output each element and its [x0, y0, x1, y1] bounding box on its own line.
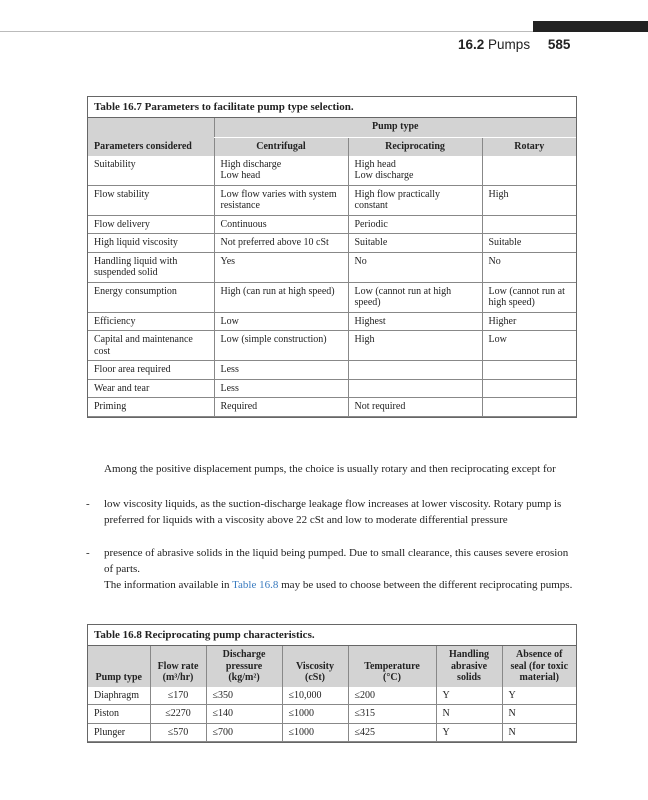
- table-cell: Highest: [348, 312, 482, 331]
- column-header: Parameters considered: [88, 138, 214, 156]
- table-row: [88, 379, 576, 398]
- table-row: [88, 361, 576, 380]
- table-cell: High head Low discharge: [348, 156, 482, 186]
- table-cell: Less: [214, 361, 348, 380]
- table-cell: ≤315: [348, 705, 436, 724]
- table-row: [88, 252, 576, 282]
- table-cell: Suitable: [482, 234, 576, 253]
- table-cell: Flow delivery: [88, 215, 214, 234]
- table-cell: [348, 361, 482, 380]
- bullet-mark: -: [86, 547, 90, 559]
- table-cell: [482, 398, 576, 417]
- table-row: [88, 234, 576, 253]
- column-header: Handling abrasive solids: [436, 646, 502, 687]
- table-cell: Low (cannot run at high speed): [348, 282, 482, 312]
- table-cell: No: [482, 252, 576, 282]
- table-row: [88, 398, 576, 417]
- table-row: [88, 185, 576, 215]
- table-cell: Low: [214, 312, 348, 331]
- column-header: Centrifugal: [214, 138, 348, 156]
- paragraph-intro: Among the positive displacement pumps, the choice is usually rotary and then reciprocating except for: [104, 463, 556, 475]
- header-bar: [533, 21, 648, 32]
- bullet-mark: -: [86, 498, 90, 510]
- table-cell: Less: [214, 379, 348, 398]
- table-cell: Capital and maintenance cost: [88, 331, 214, 361]
- table-row: [88, 723, 576, 742]
- table-cell: ≤170: [150, 687, 206, 705]
- table-cell: Floor area required: [88, 361, 214, 380]
- table-cell: ≤2270: [150, 705, 206, 724]
- column-header: Temperature (°C): [348, 646, 436, 687]
- column-header: Rotary: [482, 138, 576, 156]
- table-cell: Flow stability: [88, 185, 214, 215]
- table-cell: Higher: [482, 312, 576, 331]
- table-cell: Yes: [214, 252, 348, 282]
- table-cell: Low (simple construction): [214, 331, 348, 361]
- table-cell: [482, 156, 576, 186]
- column-header: Discharge pressure (kg/m²): [206, 646, 282, 687]
- table-cell: Low: [482, 331, 576, 361]
- table-cell: Low flow varies with system resistance: [214, 185, 348, 215]
- column-header: Viscosity (cSt): [282, 646, 348, 687]
- table-cell: Required: [214, 398, 348, 417]
- header-rule: [0, 31, 533, 32]
- group-header: Pump type: [214, 118, 576, 138]
- table-row: [88, 705, 576, 724]
- table-cell: High flow practically constant: [348, 185, 482, 215]
- table-cell: Handling liquid with suspended solid: [88, 252, 214, 282]
- table-cell: ≤1000: [282, 723, 348, 742]
- bullet-text: low viscosity liquids, as the suction-discharge leakage flow increases at lower viscosity. Rotary pump is preferred for liquids with a viscosity above 22 cSt and low to moderate differential pressure: [104, 498, 562, 526]
- table-cell: Y: [436, 687, 502, 705]
- paragraph-reference: [86, 578, 576, 594]
- table-cell: N: [502, 705, 576, 724]
- table-cell: Not preferred above 10 cSt: [214, 234, 348, 253]
- table-cell: [482, 379, 576, 398]
- table-row: [88, 282, 576, 312]
- table-cell: Periodic: [348, 215, 482, 234]
- table-cell: High liquid viscosity: [88, 234, 214, 253]
- text: may be used to choose between the different reciprocating pumps.: [278, 579, 573, 591]
- bullet-item: [86, 497, 574, 528]
- table-cell: N: [502, 723, 576, 742]
- table-cell: Suitable: [348, 234, 482, 253]
- table-16-8-link[interactable]: Table 16.8: [232, 579, 279, 591]
- bullet-item: [86, 546, 574, 577]
- table-cell: Priming: [88, 398, 214, 417]
- table-cell: ≤200: [348, 687, 436, 705]
- table-cell: Y: [502, 687, 576, 705]
- table-16-7: [87, 96, 577, 418]
- column-header: Reciprocating: [348, 138, 482, 156]
- table-cell: Piston: [88, 705, 150, 724]
- column-header: Pump type: [88, 646, 150, 687]
- table-cell: ≤350: [206, 687, 282, 705]
- running-header: [458, 37, 570, 52]
- table-row: [88, 331, 576, 361]
- table-cell: No: [348, 252, 482, 282]
- table-cell: Efficiency: [88, 312, 214, 331]
- table-cell: Energy consumption: [88, 282, 214, 312]
- table-cell: [482, 361, 576, 380]
- table-cell: ≤570: [150, 723, 206, 742]
- section-number: 16.2: [458, 37, 485, 52]
- table-row: [88, 312, 576, 331]
- table-cell: ≤1000: [282, 705, 348, 724]
- table-caption: Table 16.7 Parameters to facilitate pump type selection.: [88, 97, 576, 118]
- table-cell: High: [482, 185, 576, 215]
- column-header: Flow rate (m³/hr): [150, 646, 206, 687]
- table-row: [88, 215, 576, 234]
- table-cell: [348, 379, 482, 398]
- table-caption: Table 16.8 Reciprocating pump characteristics.: [88, 625, 576, 646]
- table-row: [88, 687, 576, 705]
- table-cell: [482, 215, 576, 234]
- table-cell: Not required: [348, 398, 482, 417]
- column-header: Absence of seal (for toxic material): [502, 646, 576, 687]
- page-number: 585: [547, 37, 571, 52]
- table-cell: N: [436, 705, 502, 724]
- text: The information available in: [104, 579, 233, 591]
- table-cell: ≤425: [348, 723, 436, 742]
- table-cell: Suitability: [88, 156, 214, 186]
- table-cell: High (can run at high speed): [214, 282, 348, 312]
- table-cell: ≤700: [206, 723, 282, 742]
- table-cell: ≤140: [206, 705, 282, 724]
- table-cell: High discharge Low head: [214, 156, 348, 186]
- section-title: Pumps: [488, 37, 531, 52]
- table-cell: Y: [436, 723, 502, 742]
- table-cell: Low (cannot run at high speed): [482, 282, 576, 312]
- table-cell: Wear and tear: [88, 379, 214, 398]
- table-row: [88, 156, 576, 186]
- bullet-text: presence of abrasive solids in the liquid being pumped. Due to small clearance, this causes severe erosion of parts.: [104, 547, 569, 575]
- table-cell: Continuous: [214, 215, 348, 234]
- table-16-8: [87, 624, 577, 743]
- table-cell: High: [348, 331, 482, 361]
- table-cell: Plunger: [88, 723, 150, 742]
- table-cell: Diaphragm: [88, 687, 150, 705]
- table-cell: ≤10,000: [282, 687, 348, 705]
